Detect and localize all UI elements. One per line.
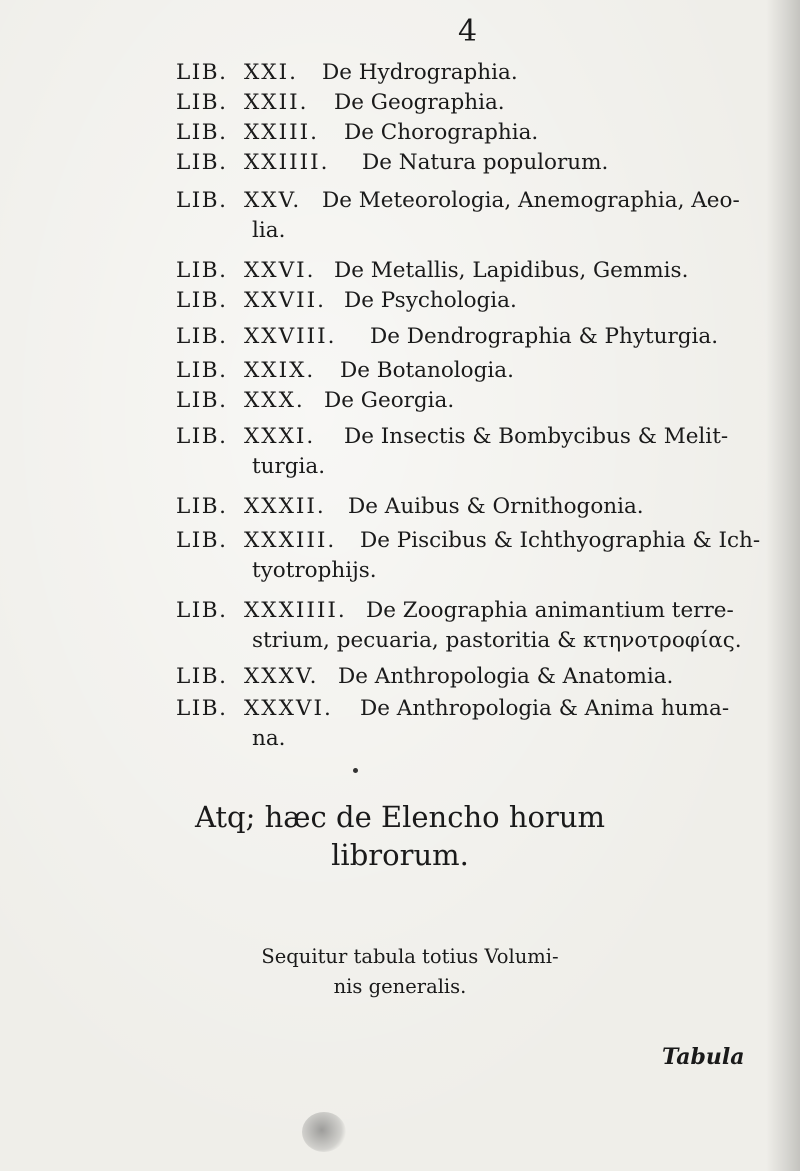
sequitur-note bbox=[0, 942, 800, 1002]
sequitur-line-2: nis generalis. bbox=[333, 975, 467, 998]
entry-book-number: XXXI. bbox=[244, 424, 316, 449]
entry-book-number: XXI. bbox=[244, 60, 298, 85]
entry-book-number: XXIIII. bbox=[244, 150, 330, 175]
contents-entry bbox=[0, 492, 800, 522]
entry-title: De Metallis, Lapidibus, Gemmis. bbox=[334, 258, 689, 283]
entry-lib-label: LIB. bbox=[176, 150, 228, 175]
contents-entry bbox=[0, 148, 800, 178]
entry-title: De Anthropologia & Anatomia. bbox=[338, 664, 674, 689]
entry-title: De Insectis & Bombycibus & Melit- bbox=[344, 424, 729, 449]
entry-lib-label: LIB. bbox=[176, 288, 228, 313]
entry-lib-label: LIB. bbox=[176, 188, 228, 213]
entry-lib-label: LIB. bbox=[176, 60, 228, 85]
contents-entry bbox=[0, 256, 800, 286]
conclusion-line-2: librorum. bbox=[331, 838, 469, 872]
entry-title: De Dendrographia & Phyturgia. bbox=[370, 324, 719, 349]
conclusion-line-1: Atq; hæc de Elencho horum bbox=[194, 800, 606, 834]
entry-lib-label: LIB. bbox=[176, 528, 228, 553]
entry-book-number: XXXIIII. bbox=[244, 598, 347, 623]
entry-book-number: XXXII. bbox=[244, 494, 326, 519]
entry-book-number: XXII. bbox=[244, 90, 309, 115]
sequitur-line-1: Sequitur tabula totius Volumi- bbox=[261, 945, 559, 968]
entry-lib-label: LIB. bbox=[176, 90, 228, 115]
entry-title-continuation: tyotrophijs. bbox=[252, 558, 377, 583]
entry-lib-label: LIB. bbox=[176, 358, 228, 383]
entry-book-number: XXVII. bbox=[244, 288, 326, 313]
contents-entry bbox=[0, 386, 800, 416]
entry-book-number: XXXVI. bbox=[244, 696, 333, 721]
contents-entry bbox=[0, 322, 800, 352]
entry-lib-label: LIB. bbox=[176, 324, 228, 349]
contents-entry bbox=[0, 694, 800, 751]
entry-title-continuation: na. bbox=[252, 726, 286, 751]
entry-lib-label: LIB. bbox=[176, 664, 228, 689]
contents-entry bbox=[0, 662, 800, 692]
contents-entry bbox=[0, 356, 800, 386]
entry-title: De Georgia. bbox=[324, 388, 455, 413]
entry-lib-label: LIB. bbox=[176, 494, 228, 519]
entry-lib-label: LIB. bbox=[176, 424, 228, 449]
entry-title: De Psychologia. bbox=[344, 288, 517, 313]
entry-title: De Geographia. bbox=[334, 90, 505, 115]
entry-title-continuation: strium, pecuaria, pastoritia & κτηνοτροφίας. bbox=[252, 628, 742, 653]
conclusion-heading bbox=[0, 798, 800, 874]
contents-entry bbox=[0, 88, 800, 118]
entry-book-number: XXIII. bbox=[244, 120, 319, 145]
page-number: 4 bbox=[458, 14, 479, 49]
ink-dot bbox=[353, 768, 358, 773]
contents-entry bbox=[0, 286, 800, 316]
contents-entry bbox=[0, 58, 800, 88]
entry-title: De Natura populorum. bbox=[362, 150, 609, 175]
entry-lib-label: LIB. bbox=[176, 258, 228, 283]
entry-lib-label: LIB. bbox=[176, 388, 228, 413]
entry-title: De Zoographia animantium terre- bbox=[366, 598, 734, 623]
entry-lib-label: LIB. bbox=[176, 696, 228, 721]
entry-title: De Meteorologia, Anemographia, Aeo- bbox=[322, 188, 740, 213]
entry-title: De Piscibus & Ichthyographia & Ich- bbox=[360, 528, 761, 553]
entry-title: De Chorographia. bbox=[344, 120, 539, 145]
contents-entry bbox=[0, 596, 800, 653]
entry-book-number: XXXV. bbox=[244, 664, 319, 689]
entry-title: De Hydrographia. bbox=[322, 60, 518, 85]
entry-lib-label: LIB. bbox=[176, 120, 228, 145]
entry-book-number: XXVIII. bbox=[244, 324, 337, 349]
ink-stain bbox=[302, 1112, 346, 1152]
entry-title: De Anthropologia & Anima huma- bbox=[360, 696, 730, 721]
contents-entry bbox=[0, 422, 800, 479]
entry-book-number: XXV. bbox=[244, 188, 302, 213]
entry-title: De Botanologia. bbox=[340, 358, 514, 383]
entry-title-continuation: lia. bbox=[252, 218, 286, 243]
entry-title: De Auibus & Ornithogonia. bbox=[348, 494, 644, 519]
contents-entry bbox=[0, 118, 800, 148]
entry-lib-label: LIB. bbox=[176, 598, 228, 623]
entry-book-number: XXX. bbox=[244, 388, 305, 413]
contents-entry bbox=[0, 526, 800, 583]
entry-book-number: XXXIII. bbox=[244, 528, 337, 553]
catchword: Tabula bbox=[662, 1044, 745, 1070]
entry-book-number: XXIX. bbox=[244, 358, 316, 383]
contents-entry bbox=[0, 186, 800, 243]
entry-title-continuation: turgia. bbox=[252, 454, 326, 479]
entry-book-number: XXVI. bbox=[244, 258, 316, 283]
